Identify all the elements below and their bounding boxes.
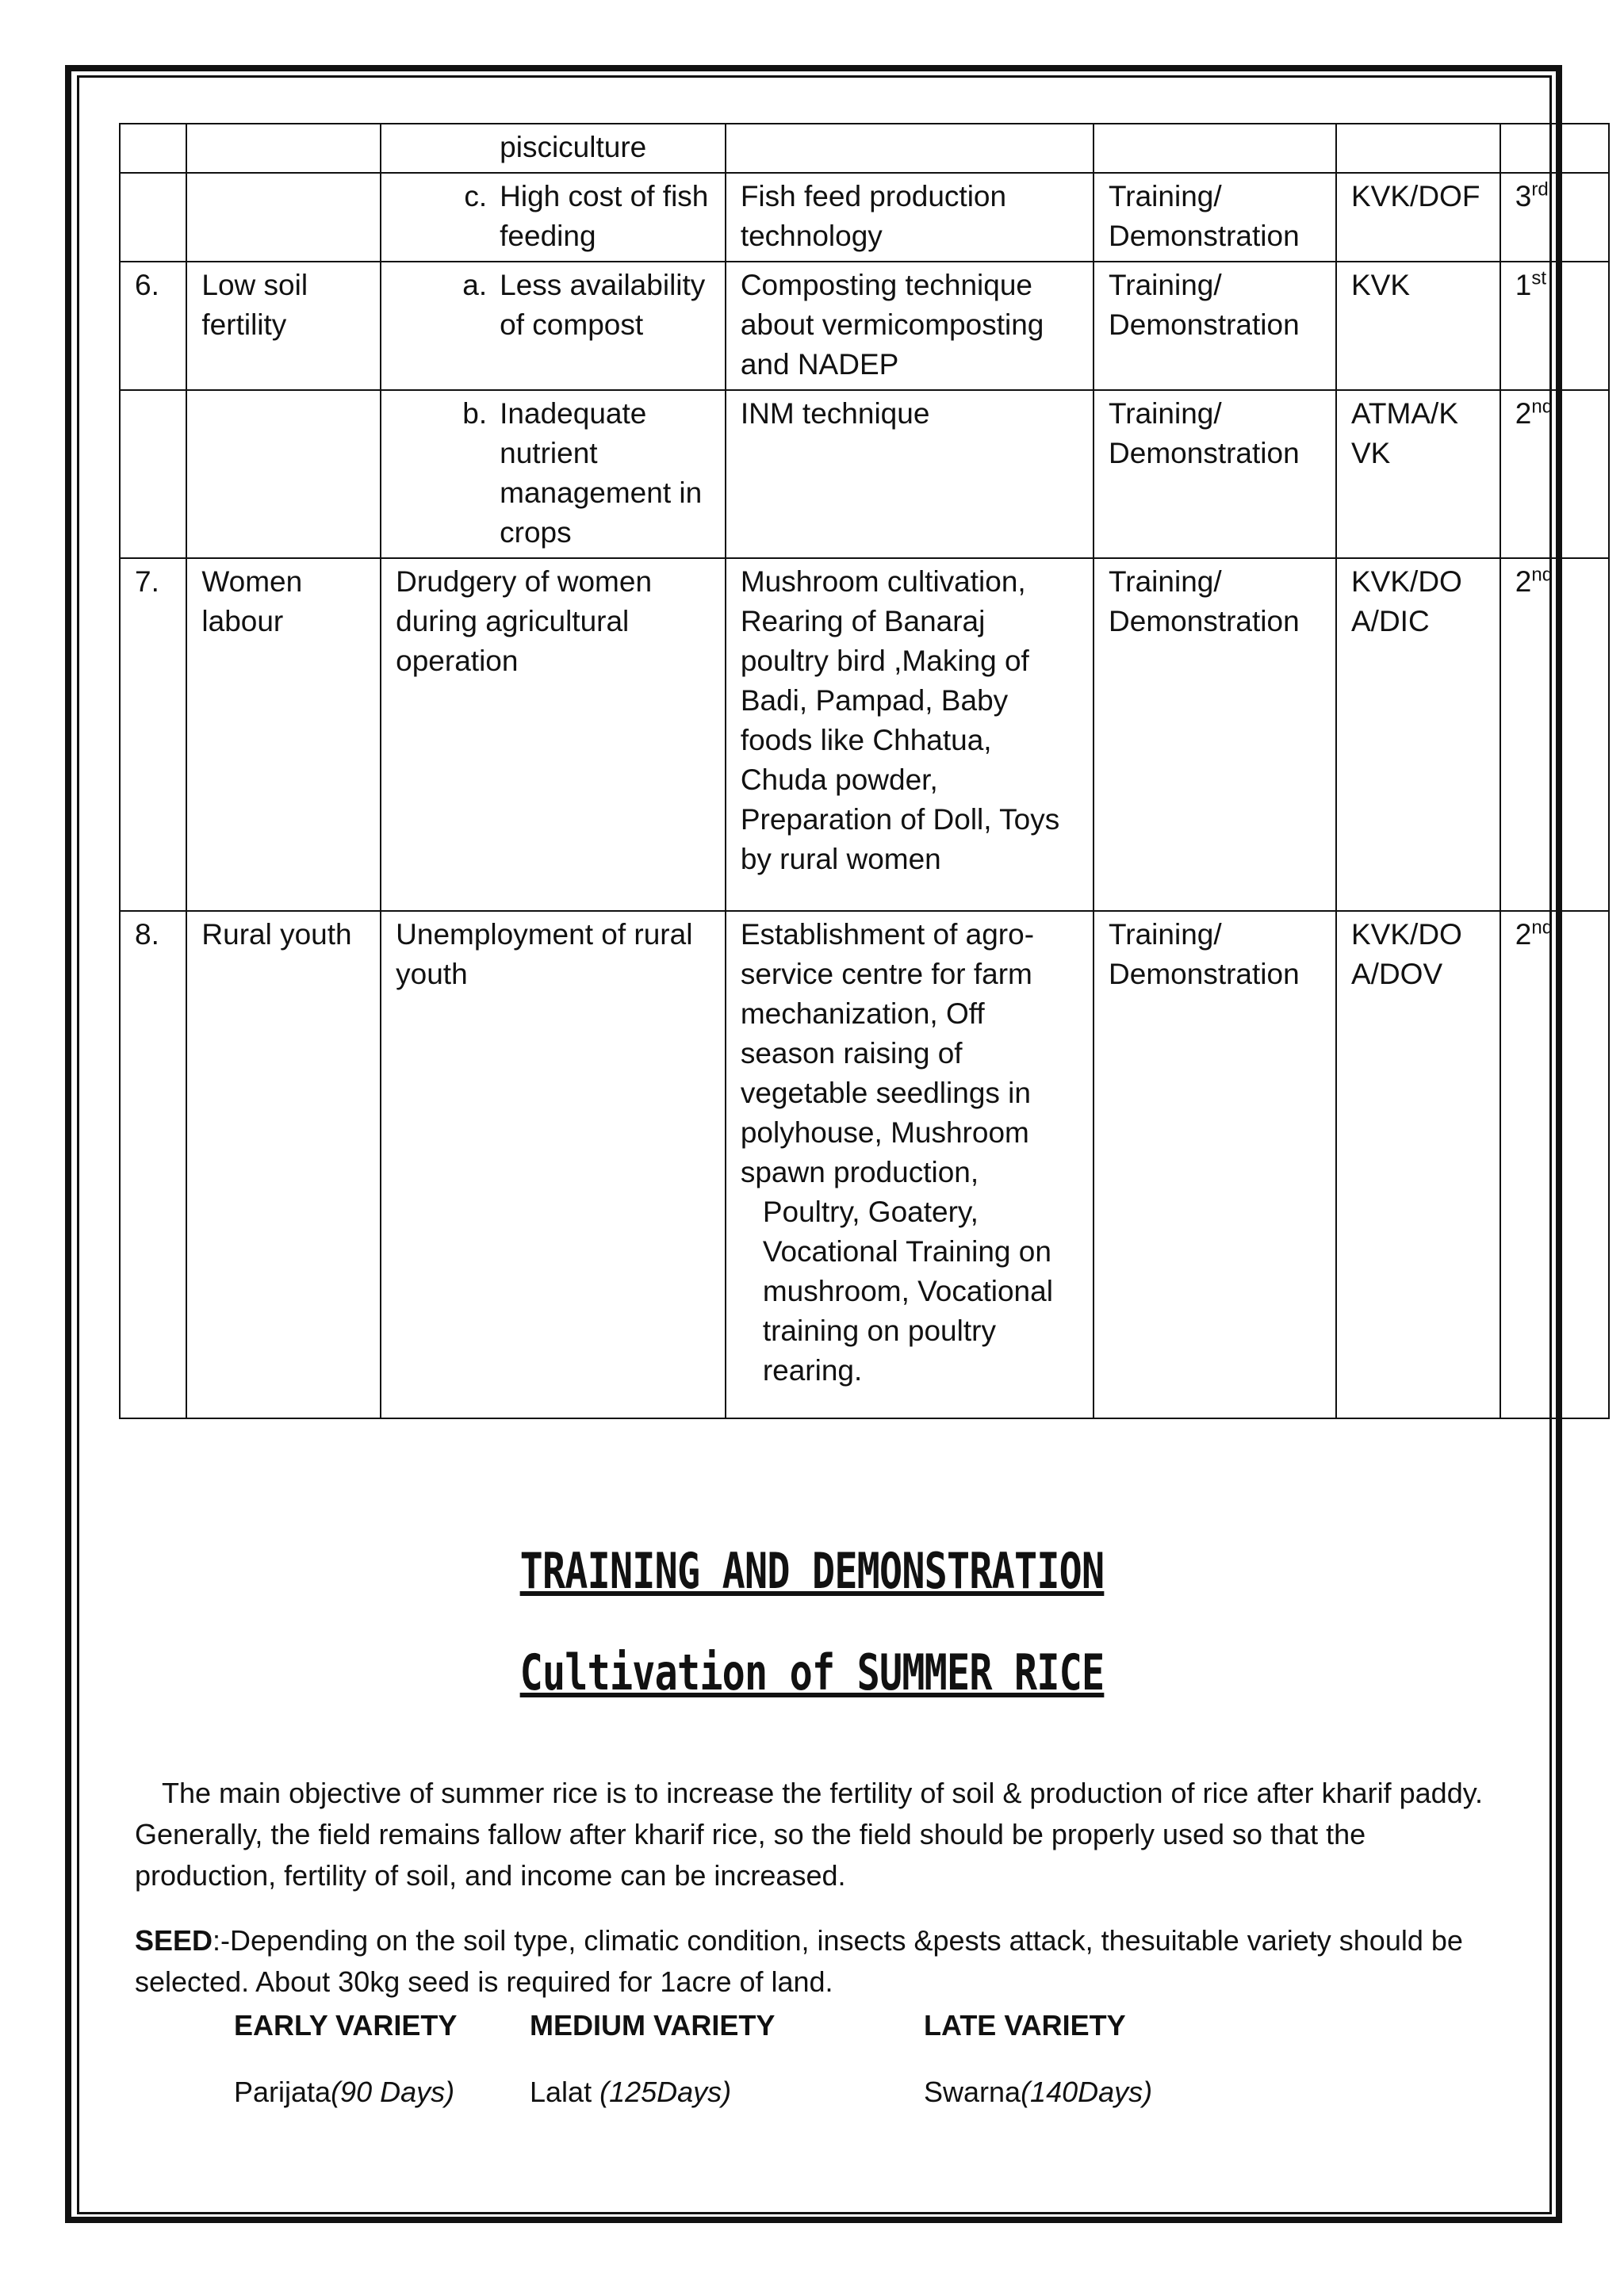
intervention-cell: Training/ Demonstration: [1094, 173, 1336, 262]
row-number-cell: 6.: [120, 262, 186, 390]
priority-cell: 2nd: [1500, 911, 1609, 1418]
priority-cell: 3rd: [1500, 173, 1609, 262]
cause-item: c. High cost of fish feeding: [464, 180, 709, 252]
row-number-cell: [120, 173, 186, 262]
section-subtitle: Cultivation of SUMMER RICE: [519, 1644, 1105, 1701]
cause-item: a. Less availability of compost: [462, 269, 706, 341]
problem-cell: Rural youth: [186, 911, 381, 1418]
table-row: [120, 124, 1609, 173]
cause-item: pisciculture: [500, 131, 647, 163]
priority-cell: 1st: [1500, 262, 1609, 390]
section-title: TRAINING AND DEMONSTRATION: [519, 1542, 1105, 1600]
agency-cell: [1336, 124, 1500, 173]
intervention-cell: [1094, 124, 1336, 173]
table-row: [120, 262, 1609, 390]
agency-cell: KVK/DO A/DOV: [1336, 911, 1500, 1418]
cause-cell: [381, 124, 726, 173]
cause-item: Unemployment of rural youth: [396, 918, 693, 990]
variety-heading: EARLY VARIETY: [234, 2009, 458, 2042]
technology-cell: [726, 124, 1094, 173]
cause-item: b. Inadequate nutrient management in crops: [462, 397, 703, 549]
seed-paragraph: [135, 1920, 1515, 2003]
intervention-cell: Training/ Demonstration: [1094, 262, 1336, 390]
row-number-cell: 7.: [120, 558, 186, 911]
intervention-cell: Training/ Demonstration: [1094, 390, 1336, 558]
variety-medium: [530, 2009, 910, 2109]
cause-item: Drudgery of women during agricultural operation: [396, 565, 653, 677]
variety-heading: LATE VARIETY: [924, 2009, 1126, 2042]
problem-cell: [186, 124, 381, 173]
problem-table-body: [120, 124, 1609, 1418]
problem-cell: Low soil fertility: [186, 262, 381, 390]
problem-cell: [186, 173, 381, 262]
technology-cell: Establishment of agro-service centre for farm mechanization, Off season raising of vegetable seedlings in polyhouse, Mushroom spawn production, Poultry, Goatery, Vocational Training on mushroom, Vocational training on poultry rearing.: [726, 911, 1094, 1418]
seed-text: :-Depending on the soil type, climatic condition, insects &pests attack, thesuitable variety should be selected. About 30kg seed is required for 1acre of land.: [135, 1924, 1463, 1998]
problem-table: [119, 123, 1610, 1419]
priority-cell: 2nd: [1500, 558, 1609, 911]
problem-cell: Women labour: [186, 558, 381, 911]
row-number-cell: [120, 124, 186, 173]
priority-cell: [1500, 124, 1609, 173]
intervention-cell: Training/ Demonstration: [1094, 558, 1336, 911]
cause-cell: [381, 911, 726, 1418]
variety-heading: MEDIUM VARIETY: [530, 2009, 776, 2042]
technology-cell: Composting technique about vermicomposting and NADEP: [726, 262, 1094, 390]
table-row: [120, 173, 1609, 262]
intro-paragraph: The main objective of summer rice is to increase the fertility of soil & production of rice after kharif paddy. Generally, the field remains fallow after kharif rice, so the field should be properly used so that the production, fertility of soil, and income can be increased.: [135, 1777, 1484, 1892]
variety-late: [924, 2009, 1304, 2109]
technology-cell: INM technique: [726, 390, 1094, 558]
technology-cell: Mushroom cultivation, Rearing of Banaraj poultry bird ,Making of Badi, Pampad, Baby foods like Chhatua, Chuda powder, Preparation of Doll, Toys by rural women: [726, 558, 1094, 911]
row-number-cell: 8.: [120, 911, 186, 1418]
agency-cell: KVK/DO A/DIC: [1336, 558, 1500, 911]
agency-cell: KVK: [1336, 262, 1500, 390]
variety-value: Swarna(140Days): [924, 2076, 1153, 2108]
cause-cell: [381, 390, 726, 558]
cause-cell: [381, 558, 726, 911]
variety-value: Parijata(90 Days): [234, 2076, 455, 2108]
intervention-cell: Training/ Demonstration: [1094, 911, 1336, 1418]
agency-cell: KVK/DOF: [1336, 173, 1500, 262]
technology-cell: Fish feed production technology: [726, 173, 1094, 262]
cause-cell: [381, 173, 726, 262]
row-number-cell: [120, 390, 186, 558]
cause-cell: [381, 262, 726, 390]
table-row: [120, 558, 1609, 911]
table-row: [120, 911, 1609, 1418]
problem-cell: [186, 390, 381, 558]
priority-cell: 2nd: [1500, 390, 1609, 558]
agency-cell: ATMA/K VK: [1336, 390, 1500, 558]
variety-value: Lalat (125Days): [530, 2076, 732, 2108]
table-row: [120, 390, 1609, 558]
seed-label: SEED: [135, 1924, 213, 1957]
